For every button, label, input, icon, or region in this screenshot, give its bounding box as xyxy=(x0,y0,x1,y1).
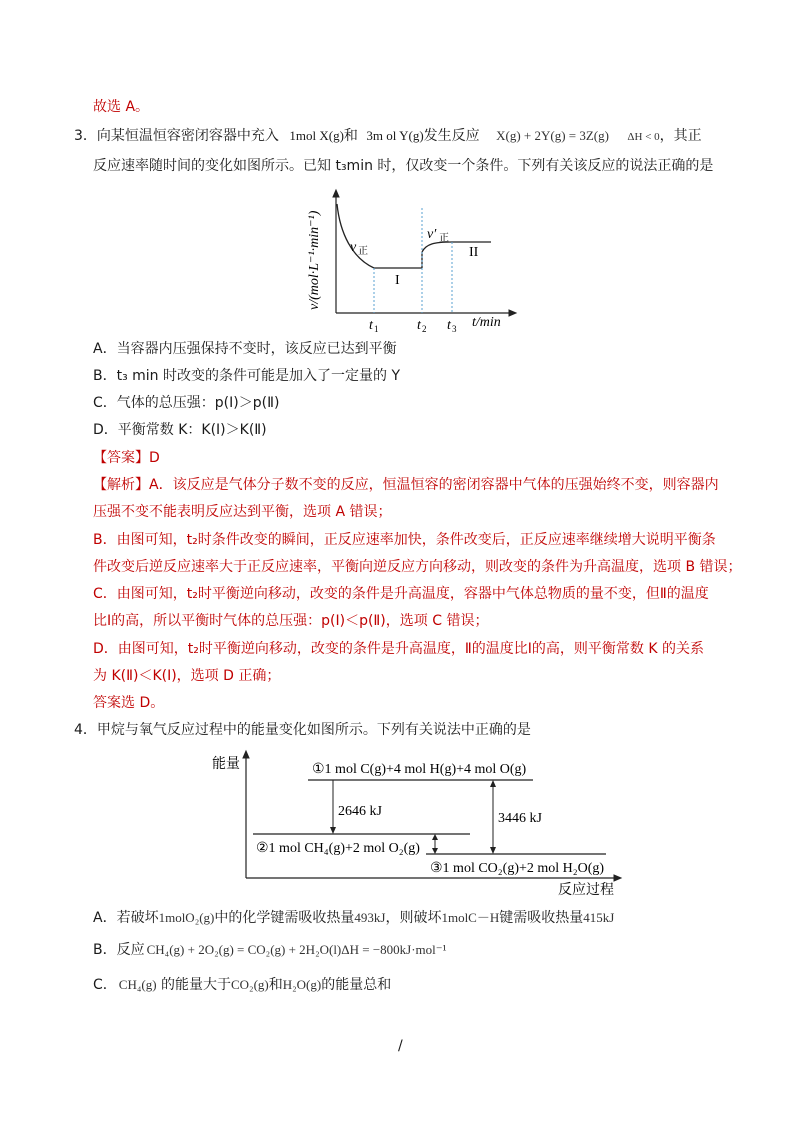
q4-stem-text: 甲烷与氧气反应过程中的能量变化如图所示。下列有关说法中正确的是 xyxy=(96,722,531,738)
q3-analysis-line-4: 件改变后逆反应速率大于正反应速率，平衡向逆反应方向移动，则改变的条件为升高温度，选项 B 错误； xyxy=(93,559,742,575)
q3-analysis-line-3: B．由图可知，t₂时条件改变的瞬间，正反应速率加快，条件改变后，正反应速率继续增大说明平衡条 xyxy=(93,532,716,548)
opt-a-formula-2: 493kJ xyxy=(354,910,386,925)
opt-b-text: B．反应 xyxy=(93,942,145,958)
opt-c-formula-1: CH₄(g) xyxy=(118,977,157,992)
q3-delta-h: ΔH < 0 xyxy=(627,131,660,143)
level-1-label: ①1 mol C(g)+4 mol H(g)+4 mol O(g) xyxy=(312,762,527,777)
opt-c-text-4: 的能量总和 xyxy=(321,977,392,993)
q3-answer xyxy=(93,448,160,468)
answer-label: 【答案】 xyxy=(93,450,149,466)
rate-curve-before-t2 xyxy=(337,204,422,268)
arrow-small-head-down xyxy=(432,848,438,854)
opt-a-formula-4: 415kJ xyxy=(583,910,615,925)
x-axis-arrow xyxy=(614,875,621,881)
opt-c-text-1: C． xyxy=(93,977,117,993)
opt-a-formula-3: 1molC－H xyxy=(441,910,500,925)
gap-2646-label: 2646 kJ xyxy=(338,804,382,819)
q3-stem-part3: ，其正 xyxy=(659,128,702,144)
previous-conclusion: 故选 A。 xyxy=(93,99,150,115)
q3-stem-part2: 发生反应 xyxy=(423,128,480,144)
q3-amount-x: 1mol X(g) xyxy=(289,128,344,143)
t2-sub: 2 xyxy=(422,324,427,334)
opt-b-formula: CH₄(g) + 2O₂(g) = CO₂(g) + 2H₂O(l)ΔH = −800kJ·mol⁻¹ xyxy=(146,942,447,957)
v-prime-label: v′ xyxy=(427,227,437,242)
opt-a-text-1: A．若破坏 xyxy=(93,910,159,926)
region-1-label: I xyxy=(395,273,400,288)
q3-rate-figure xyxy=(306,188,521,336)
arrow-2646-head xyxy=(330,827,336,834)
q3-analysis-line-7: D．由图可知，t₂时平衡逆向移动，改变的条件是升高温度，Ⅱ的温度比Ⅰ的高，则平衡常数 K 的关系 xyxy=(93,641,704,657)
t2-label: t xyxy=(417,318,421,333)
opt-c-formula-3: H₂O(g) xyxy=(282,977,322,992)
q3-and: 和 xyxy=(343,128,358,144)
q3-analysis-line-6: 比Ⅰ的高，所以平衡时气体的总压强：p(Ⅰ)＜p(Ⅱ)，选项 C 错误； xyxy=(93,613,489,629)
opt-a-text-2: 中的化学键需吸收热量 xyxy=(214,910,355,926)
t3-label: t xyxy=(447,318,451,333)
q3-stem-line1 xyxy=(74,126,702,147)
q4-number: 4． xyxy=(74,722,97,738)
opt-c-text-2: 的能量大于 xyxy=(156,977,231,993)
q4-stem xyxy=(74,720,531,740)
q3-option-c: C．气体的总压强：p(Ⅰ)＞p(Ⅱ) xyxy=(93,395,280,411)
y-axis-arrow xyxy=(243,751,249,758)
x-axis-label: t/min xyxy=(472,315,501,330)
q3-analysis-line-2: 压强不变不能表明反应达到平衡，选项 A 错误； xyxy=(93,504,392,520)
analysis-text: A．该反应是气体分子数不变的反应，恒温恒容的密闭容器中气体的压强始终不变，则容器内 xyxy=(149,477,719,493)
y-axis-label: 能量 xyxy=(212,757,240,772)
level-3-label: ③1 mol CO₂(g)+2 mol H₂O(g) xyxy=(430,861,605,876)
page-mark: / xyxy=(398,1038,403,1054)
q3-analysis-line-5: C．由图可知，t₂时平衡逆向移动，改变的条件是升高温度，容器中气体总物质的量不变，但Ⅱ的温度 xyxy=(93,586,709,602)
q3-amount-y: 3m ol Y(g) xyxy=(366,128,424,143)
q3-option-d: D．平衡常数 K：K(Ⅰ)＞K(Ⅱ) xyxy=(93,422,267,438)
q3-analysis-line-8: 为 K(Ⅱ)＜K(Ⅰ)，选项 D 正确； xyxy=(93,668,281,684)
t3-sub: 3 xyxy=(452,324,457,334)
q4-energy-figure xyxy=(208,748,628,900)
opt-c-text-3: 和 xyxy=(268,977,283,993)
opt-a-text-3: ，则破坏 xyxy=(385,910,442,926)
q3-analysis-line-1 xyxy=(93,475,719,495)
region-2-label: II xyxy=(469,245,479,260)
answer-value: D xyxy=(149,450,160,466)
v-sub: 正 xyxy=(358,246,368,257)
arrow-small-head-up xyxy=(432,834,438,840)
gap-3446-label: 3446 kJ xyxy=(498,811,542,826)
opt-c-formula-2: CO₂(g) xyxy=(230,977,269,992)
q3-reaction: X(g) + 2Y(g) = 3Z(g) xyxy=(496,128,609,143)
opt-a-formula-1: 1molO₂(g) xyxy=(158,910,215,925)
x-axis-label: 反应过程 xyxy=(558,883,614,898)
q3-stem-line2: 反应速率随时间的变化如图所示。已知 t₃min 时，仅改变一个条件。下列有关该反应的说法正确的是 xyxy=(93,158,714,174)
t1-label: t xyxy=(369,318,373,333)
q3-conclusion: 答案选 D。 xyxy=(93,695,165,711)
analysis-label: 【解析】 xyxy=(93,477,149,493)
q3-number: 3． xyxy=(74,128,97,144)
q4-option-c xyxy=(93,975,391,995)
t1-sub: 1 xyxy=(374,324,379,334)
q3-option-a: A．当容器内压强保持不变时，该反应已达到平衡 xyxy=(93,341,397,357)
v-label: v xyxy=(350,240,357,255)
opt-a-text-4: 键需吸收热量 xyxy=(499,910,584,926)
arrow-3446-head-up xyxy=(490,780,496,787)
q4-option-a xyxy=(93,908,614,928)
arrow-3446-head-down xyxy=(490,847,496,854)
rate-curve-after-t2 xyxy=(422,242,491,252)
q3-stem-part1: 向某恒温恒容密闭容器中充入 xyxy=(96,128,279,144)
y-axis-arrow xyxy=(333,190,339,197)
level-2-label: ②1 mol CH₄(g)+2 mol O₂(g) xyxy=(256,841,420,856)
q3-option-b: B．t₃ min 时改变的条件可能是加入了一定量的 Y xyxy=(93,368,401,384)
q4-option-b xyxy=(93,940,447,960)
x-axis-arrow xyxy=(509,310,516,316)
v-prime-sub: 正 xyxy=(439,233,449,244)
y-axis-label: v/(mol·L⁻¹·min⁻¹) xyxy=(307,210,322,310)
